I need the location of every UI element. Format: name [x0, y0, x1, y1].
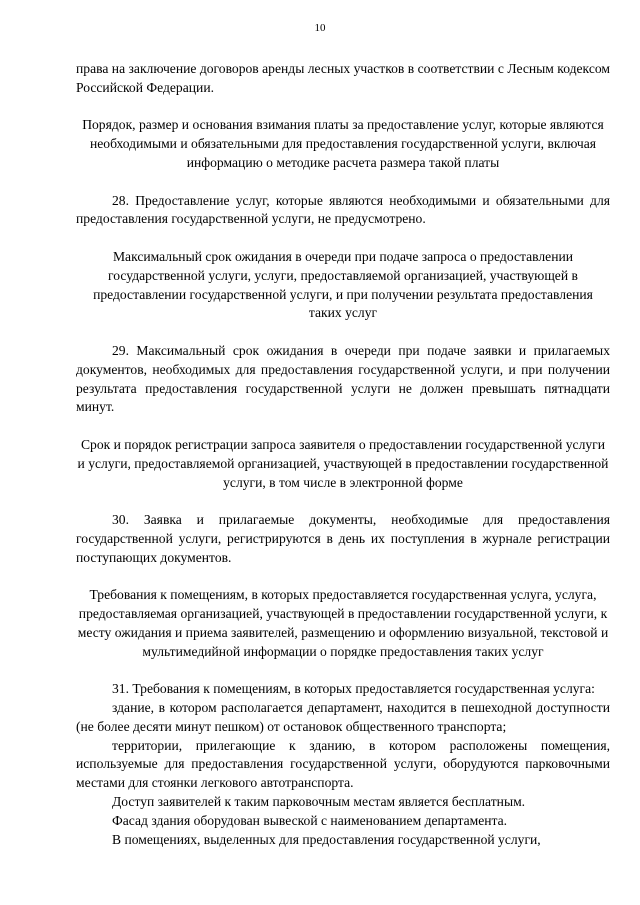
- paragraph-31-facade: Фасад здания оборудован вывеской с наименованием департамента.: [112, 812, 508, 828]
- spacer: [76, 98, 610, 117]
- paragraph-31-rooms: В помещениях, выделенных для предоставления государственной услуги,: [112, 831, 541, 847]
- paragraph-28: 28. Предоставление услуг, которые являются необходимыми и обязательными для предоставления государственной услуги, не предусмотрено.: [76, 192, 610, 227]
- paragraph-31: 31. Требования к помещениям, в которых предоставляется государственная услуга:: [112, 681, 595, 697]
- spacer: [76, 229, 610, 248]
- paragraph-31-parking: территории, прилегающие к зданию, в котором расположены помещения, используемые для предоставления государственной услуги, оборудуются парковочными местами для стоянки легкового автотранспорта.: [76, 737, 610, 791]
- spacer: [76, 323, 610, 342]
- paragraph-29: 29. Максимальный срок ожидания в очереди при подаче заявки и прилагаемых документов, необходимых для предоставления государственной услуги, и при получении результата предоставления государственной услуги не должен превышать пятнадцати минут.: [76, 342, 610, 415]
- paragraph-continuation: права на заключение договоров аренды лесных участков в соответствии с Лесным кодексом Российской Федерации.: [76, 61, 610, 95]
- spacer: [76, 662, 610, 681]
- page-number: 10: [314, 22, 326, 34]
- spacer: [76, 417, 610, 436]
- section-heading-registration: Срок и порядок регистрации запроса заявителя о предоставлении государственной услуги и услуги, предоставляемой организацией, участвующей в предоставлении государственной услуги, в том числе в электронной форме: [77, 436, 609, 490]
- section-heading-fees: Порядок, размер и основания взимания платы за предоставление услуг, которые являются необходимыми и обязательными для предоставления государственной услуги, включая информацию о методике расчета размера такой платы: [82, 117, 604, 170]
- spacer: [76, 568, 610, 587]
- spacer: [76, 492, 610, 511]
- section-heading-queue-time: Максимальный срок ожидания в очереди при подаче запроса о предоставлении государственной услуги, услуги, предоставляемой организацией, участвующей в предоставлении государственной услуги, и при получении результата предоставления таких услуг: [93, 248, 593, 321]
- paragraph-30: 30. Заявка и прилагаемые документы, необходимые для предоставления государственной услуги, регистрируются в день их поступления в журнале регистрации поступающих документов.: [76, 512, 610, 565]
- paragraph-31-free-access: Доступ заявителей к таким парковочным местам является бесплатным.: [112, 794, 526, 810]
- section-heading-premises: Требования к помещениям, в которых предоставляется государственная услуга, услуга, предоставляемая организацией, участвующей в предоставлении государственной услуги, к месту ожидания и приема заявителей, размещению и оформлению визуальной, текстовой и мультимедийной информации о порядке предоставления таких услуг: [77, 587, 609, 659]
- paragraph-31-building: здание, в котором располагается департамент, находится в пешеходной доступности (не более десяти минут пешком) от остановок общественного транспорта;: [76, 700, 610, 734]
- document-body: [76, 60, 610, 849]
- spacer: [76, 173, 610, 192]
